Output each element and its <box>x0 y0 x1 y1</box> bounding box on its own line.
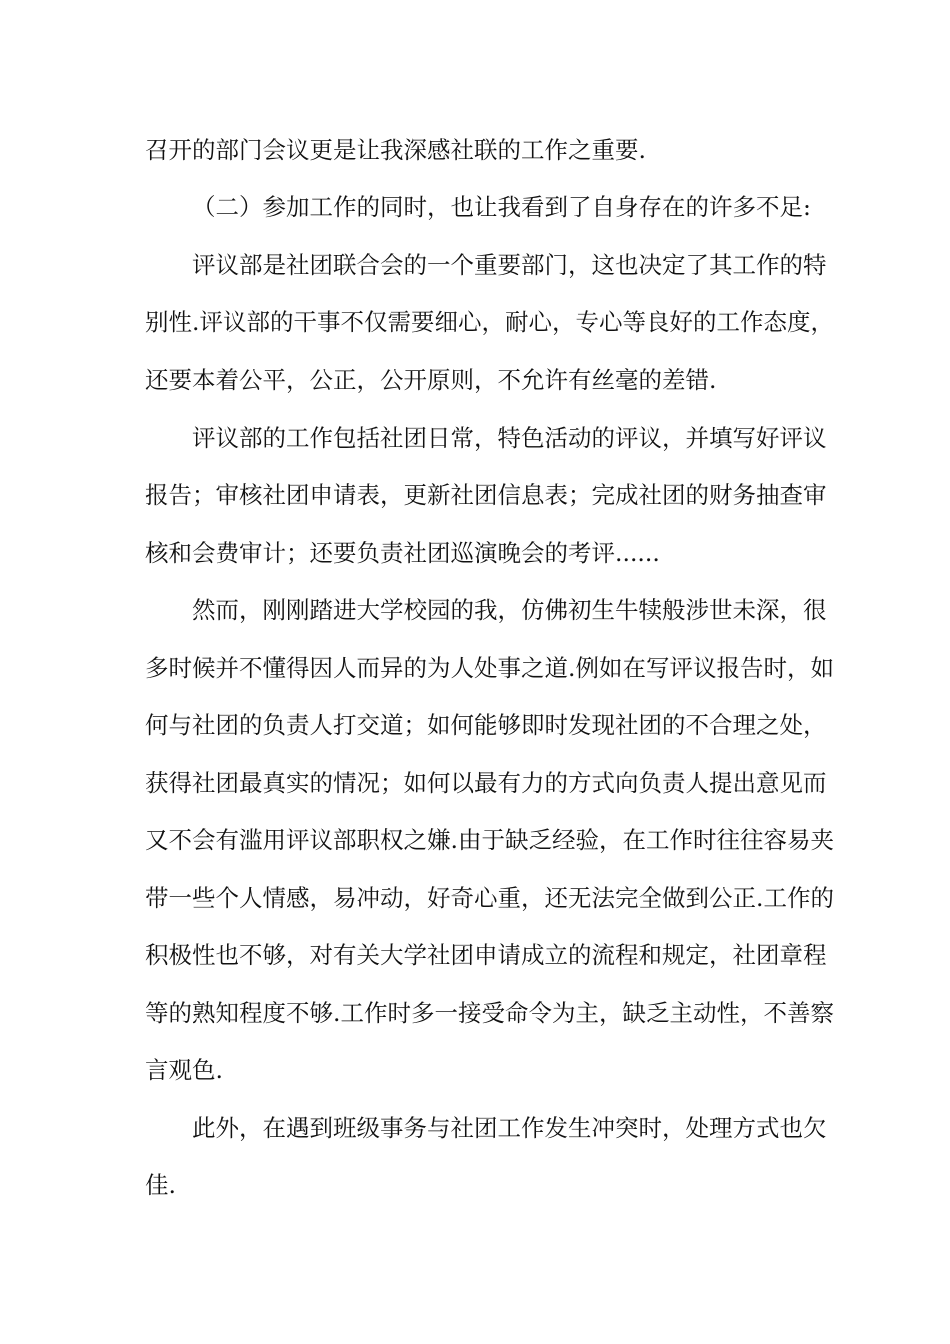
paragraph-line: 带一些个人情感，易冲动，好奇心重，还无法完全做到公正.工作的 <box>145 884 834 912</box>
paragraph-line: 报告；审核社团申请表，更新社团信息表；完成社团的财务抽查审 <box>145 481 827 509</box>
paragraph-line: 核和会费审计；还要负责社团巡演晚会的考评...... <box>145 539 660 567</box>
paragraph-line: 佳. <box>145 1171 176 1199</box>
paragraph-line: 多时候并不懂得因人而异的为人处事之道.例如在写评议报告时，如 <box>145 654 834 682</box>
paragraph-line: 评议部的工作包括社团日常，特色活动的评议，并填写好评议 <box>192 424 827 452</box>
paragraph-line: 何与社团的负责人打交道；如何能够即时发现社团的不合理之处， <box>145 711 827 739</box>
paragraph-line: 此外，在遇到班级事务与社团工作发生冲突时，处理方式也欠 <box>192 1114 827 1142</box>
paragraph-line: 等的熟知程度不够.工作时多一接受命令为主，缺乏主动性，不善察 <box>145 999 834 1027</box>
paragraph-line: 然而，刚刚踏进大学校园的我，仿佛初生牛犊般涉世未深，很 <box>192 596 827 624</box>
paragraph-line: 评议部是社团联合会的一个重要部门，这也决定了其工作的特 <box>192 251 827 279</box>
section-heading: （二）参加工作的同时，也让我看到了自身存在的许多不足: <box>192 193 811 221</box>
paragraph-line: 别性.评议部的干事不仅需要细心，耐心，专心等良好的工作态度， <box>145 308 834 336</box>
paragraph-line: 召开的部门会议更是让我深感社联的工作之重要. <box>145 136 646 164</box>
paragraph-line: 积极性也不够，对有关大学社团申请成立的流程和规定，社团章程 <box>145 941 827 969</box>
paragraph-line: 又不会有滥用评议部职权之嫌.由于缺乏经验，在工作时往往容易夹 <box>145 826 834 854</box>
paragraph-line: 还要本着公平，公正，公开原则，不允许有丝毫的差错. <box>145 366 717 394</box>
paragraph-line: 言观色. <box>145 1056 223 1084</box>
paragraph-line: 获得社团最真实的情况；如何以最有力的方式向负责人提出意见而 <box>145 769 827 797</box>
